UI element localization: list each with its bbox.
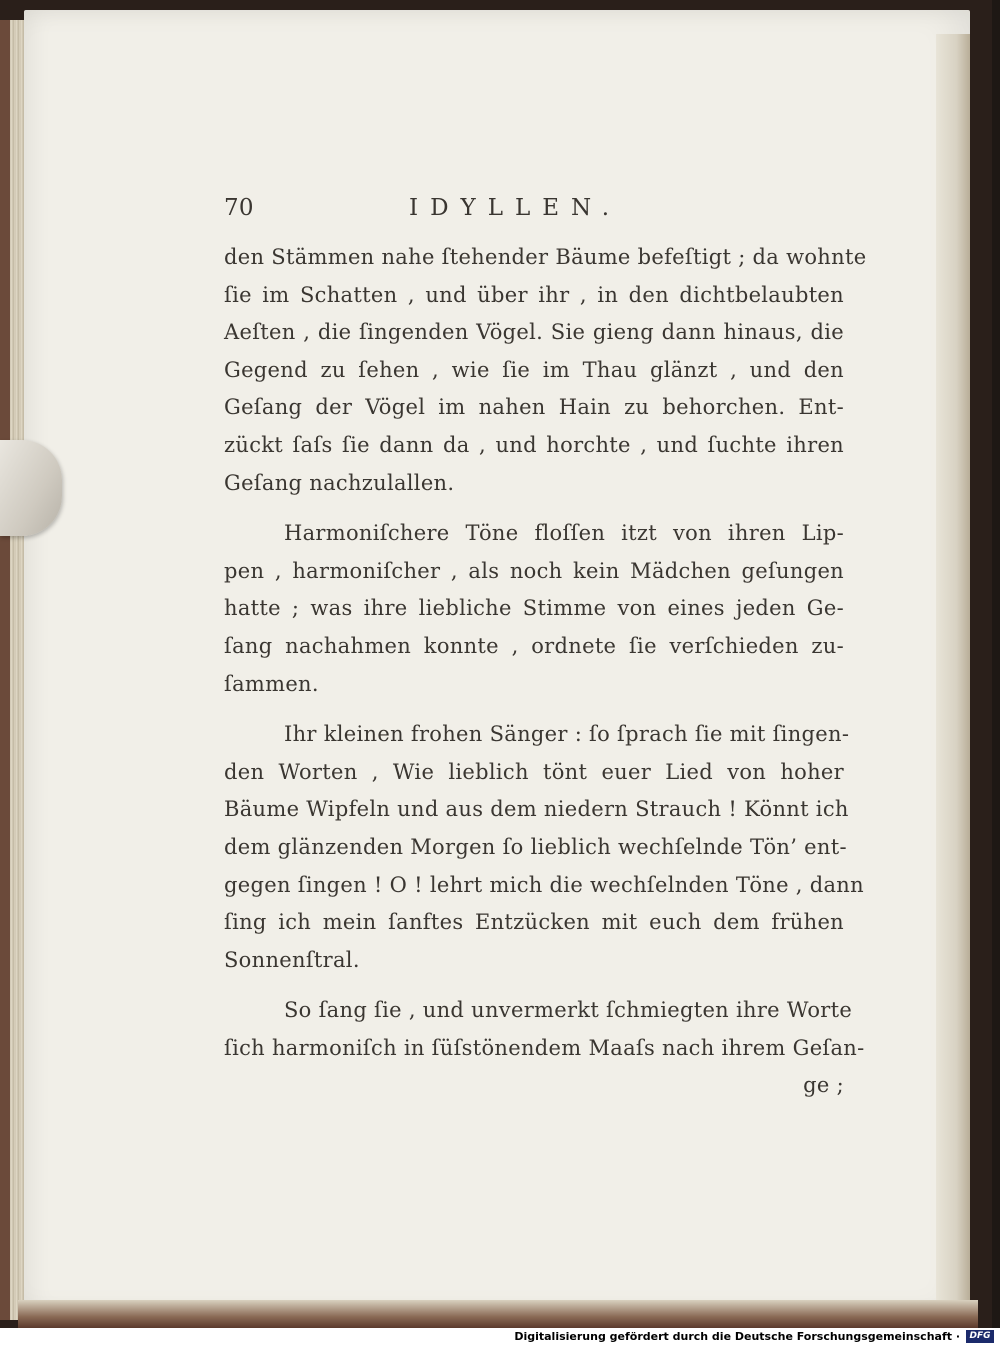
text-line: Bäume Wipfeln und aus dem niedern Strauch ! Könnt ich <box>224 797 849 822</box>
text-line: Sonnenſtral. <box>224 947 360 972</box>
text-line: ſie im Schatten , und über ihr , in den dichtbelaubten <box>224 282 844 307</box>
text-line: den Stämmen nahe ſtehender Bäume befeſtigt ; da wohnte <box>224 245 867 269</box>
book-cover-edge <box>0 20 10 1320</box>
scan-border-right <box>992 0 1000 1328</box>
text-line: den Worten , Wie lieblich tönt euer Lied von hoher <box>224 759 844 784</box>
footer-credit: Digitalisierung gefördert durch die Deutsche Forschungsgemeinschaft · <box>514 1330 960 1343</box>
paragraph-4 <box>224 992 865 1067</box>
text-line: ſich harmoniſch in ſüſstönendem Maaſs nach ihrem Geſan- <box>224 1035 865 1060</box>
text-line: dem glänzenden Morgen ſo lieblich wechſelnde Tön’ ent- <box>224 834 847 859</box>
text-line: zückt ſaſs ſie dann da , und horchte , und ſuchte ihren <box>224 432 844 457</box>
page-header <box>224 195 844 239</box>
text-line: Aeſten , die ſingenden Vögel. Sie gieng dann hinaus, die <box>224 320 844 345</box>
paragraph-3 <box>224 716 864 979</box>
page-text <box>224 195 867 1105</box>
catchword: ge ; <box>803 1073 844 1098</box>
dfg-logo-icon: DFG <box>966 1330 994 1343</box>
text-line: ſang nachahmen konnte , ordnete ſie verſchieden zu- <box>224 633 844 658</box>
text-line: ſammen. <box>224 671 319 696</box>
paragraph-1 <box>224 239 867 502</box>
page-gutter-shadow <box>936 34 970 1324</box>
text-line: gegen ſingen ! O ! lehrt mich die wechſelnden Töne , dann <box>224 872 864 897</box>
digitization-footer <box>0 1328 1000 1346</box>
text-line: So ſang ſie , und unvermerkt ſchmiegten ihre Worte <box>284 998 853 1023</box>
text-line: ſing ich mein ſanftes Entzücken mit euch dem frühen <box>224 910 844 935</box>
text-line: Geſang nachzulallen. <box>224 470 455 495</box>
paragraph-2 <box>224 515 844 703</box>
text-line: Ihr kleinen frohen Sänger : ſo ſprach ſie mit ſingen- <box>284 722 850 747</box>
running-head: IDYLLEN. <box>409 195 622 221</box>
text-line: Geſang der Vögel im nahen Hain zu behorchen. Ent- <box>224 395 844 420</box>
page-number: 70 <box>224 195 254 221</box>
text-line: Gegend zu ſehen , wie ſie im Thau glänzt , und den <box>224 357 844 382</box>
bookmark-strip <box>0 440 62 536</box>
text-line: hatte ; was ihre liebliche Stimme von eines jeden Ge- <box>224 596 844 621</box>
book-bottom-edge <box>18 1300 978 1328</box>
text-line: pen , harmoniſcher , als noch kein Mädchen geſungen <box>224 558 844 583</box>
text-line: Harmoniſchere Töne floſſen itzt von ihren Lip- <box>284 521 844 546</box>
